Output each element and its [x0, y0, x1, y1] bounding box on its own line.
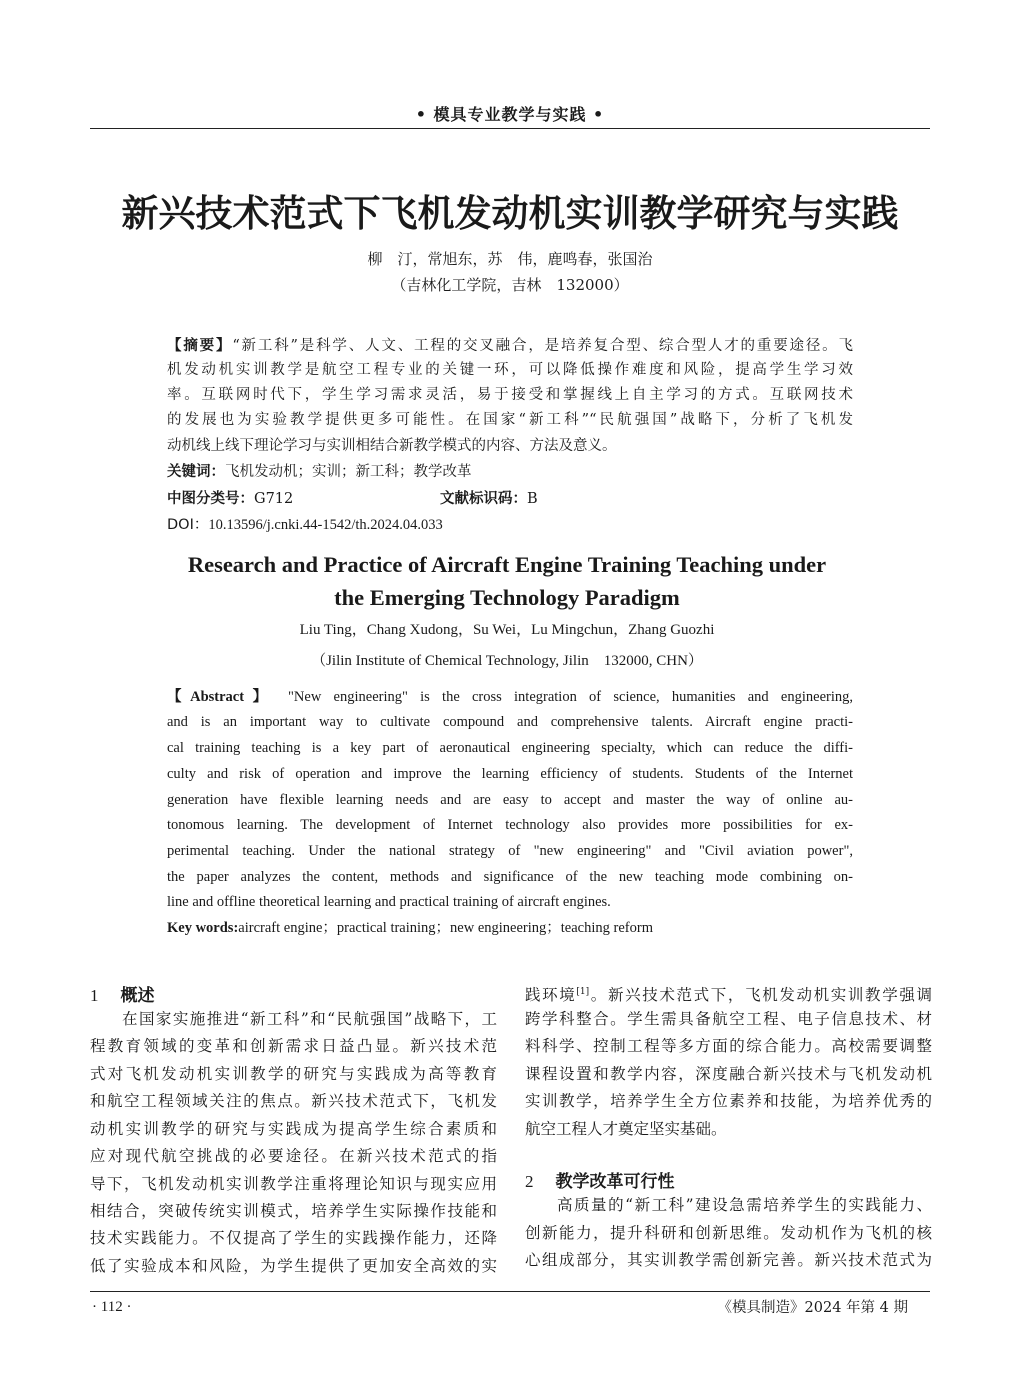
- section-number: 1: [90, 986, 99, 1005]
- keywords-en: [167, 918, 653, 938]
- doc-code-value: B: [527, 491, 538, 507]
- abstract-label: 【摘要】: [167, 338, 233, 354]
- document-code: [440, 489, 538, 509]
- authors-cn: 柳 汀，常旭东，苏 伟，鹿鸣春，张国治: [367, 250, 653, 268]
- abstract-line: and is an important way to cultivate compound and comprehensive talents. Aircraft engine practi-: [167, 714, 853, 730]
- text: 。新兴技术范式下，飞机发动机实训教学强调: [589, 986, 932, 1005]
- keywords: 飞机发动机；实训；新工科；教学改革: [225, 464, 472, 480]
- footer-rule: [90, 1291, 930, 1292]
- body-line: 相结合，突破传统实训模式，培养学生实际操作技能和: [90, 1202, 497, 1220]
- keywords-label: Key words:: [167, 920, 239, 936]
- abstract-line: 动机线上线下理论学习与实训相结合新教学模式的内容、方法及意义。: [167, 438, 617, 454]
- body-line: 导下，飞机发动机实训教学注重将理论知识与现实应用: [90, 1175, 497, 1193]
- abstract-line: the paper analyzes the content, methods and significance of the new teaching mode combining on-: [167, 869, 853, 885]
- page-number: · 112 ·: [92, 1299, 132, 1315]
- english-title-line: Research and Practice of Aircraft Engine Training Teaching under: [187, 552, 827, 577]
- abstract-line: perimental teaching. Under the national strategy of "new engineering" and "Civil aviation power",: [167, 843, 853, 859]
- text: 践环境: [525, 986, 577, 1005]
- section-number: 2: [525, 1172, 534, 1191]
- journal-issue: 《模具制造》2024 年第 4 期: [717, 1300, 908, 1316]
- clc-label: 中图分类号：: [167, 491, 254, 507]
- affiliation-en: （Jilin Institute of Chemical Technology, Jilin 132000, CHN）: [311, 653, 703, 669]
- clc-value: G712: [254, 491, 294, 507]
- text: "New engineering" is the cross integration of science, humanities and engineering,: [288, 689, 853, 705]
- doi-label: DOI：: [167, 517, 209, 533]
- body-line: 在国家实施推进“新工科”和“民航强国”战略下，工: [122, 1010, 497, 1028]
- doi: [167, 515, 443, 535]
- body-line: 应对现代航空挑战的必要途径。在新兴技术范式的指: [90, 1147, 497, 1165]
- body-line: 和航空工程领域关注的焦点。新兴技术范式下，飞机发: [90, 1092, 497, 1110]
- body-line: 创新能力，提升科研和创新思维。发动机作为飞机的核: [525, 1224, 932, 1242]
- abstract-line: 的发展也为实验教学提供更多可能性。在国家“新工科”“民航强国”战略下，分析了飞机发: [167, 412, 853, 428]
- section-heading: [525, 1167, 675, 1192]
- abstract-line: 机发动机实训教学是航空工程专业的关键一环，可以降低操作难度和风险，提高学生学习效: [167, 362, 853, 378]
- doi-value: 10.13596/j.cnki.44-1542/th.2024.04.033: [208, 517, 443, 533]
- body-line: 低了实验成本和风险，为学生提供了更加安全高效的实: [90, 1257, 497, 1275]
- abstract-line: tonomous learning. The development of Internet technology also provides more possibilities for ex-: [167, 817, 853, 833]
- body-line: 动机实训教学的研究与实践成为提高学生综合素质和: [90, 1120, 497, 1138]
- body-line: 航空工程人才奠定坚实基础。: [525, 1120, 727, 1138]
- doc-code-label: 文献标识码：: [440, 491, 527, 507]
- abstract-line: culty and risk of operation and improve the learning efficiency of students. Students of the Internet: [167, 766, 853, 782]
- body-line: 心组成部分，其实训教学需创新完善。新兴技术范式为: [525, 1251, 932, 1269]
- clc-number: [167, 489, 293, 509]
- english-title-line: the Emerging Technology Paradigm: [334, 585, 680, 610]
- section-title: 概述: [120, 986, 155, 1006]
- body-line: 跨学科整合。学生需具备航空工程、电子信息技术、材: [525, 1010, 932, 1028]
- abstract-line: 率。互联网时代下，学生学习需求灵活，易于接受和掌握线上自主学习的方式。互联网技术: [167, 387, 853, 403]
- section-title: 教学改革可行性: [555, 1172, 675, 1192]
- paper-title: 新兴技术范式下飞机发动机实训教学研究与实践: [121, 192, 899, 235]
- section-heading: [90, 981, 155, 1006]
- body-line: 实训教学，培养学生全方位素养和技能，为培养优秀的: [525, 1092, 932, 1110]
- citation[interactable]: [1]: [576, 987, 590, 997]
- column-header: • 模具专业教学与实践 •: [415, 105, 605, 124]
- text: “新工科”是科学、人文、工程的交叉融合，是培养复合型、综合型人才的重要途径。飞: [232, 338, 853, 354]
- abstract-label: 【Abstract】: [167, 689, 276, 705]
- body-line: [525, 981, 932, 1006]
- abstract-line: [167, 336, 853, 356]
- authors-en: Liu Ting，Chang Xudong，Su Wei，Lu Mingchun，Zhang Guozhi: [299, 622, 715, 638]
- body-line: 高质量的“新工科”建设急需培养学生的实践能力、: [557, 1196, 932, 1214]
- abstract-line: generation have flexible learning needs and are easy to accept and master the way of online au-: [167, 792, 853, 808]
- keywords-cn: [167, 462, 472, 482]
- body-line: 式对飞机发动机实训教学的研究与实践成为高等教育: [90, 1065, 497, 1083]
- affiliation-cn: （吉林化工学院，吉林 132000）: [391, 276, 629, 294]
- abstract-line: cal training teaching is a key part of aeronautical engineering specialty, which can reduce the diffi-: [167, 740, 853, 756]
- body-line: 课程设置和教学内容，深度融合新兴技术与飞机发动机: [525, 1065, 932, 1083]
- body-line: 技术实践能力。不仅提高了学生的实践操作能力，还降: [90, 1229, 497, 1247]
- header-rule: [90, 128, 930, 129]
- body-line: 程教育领域的变革和创新需求日益凸显。新兴技术范: [90, 1037, 497, 1055]
- keywords-label: 关键词：: [167, 464, 225, 480]
- keywords: aircraft engine；practical training；new engineering；teaching reform: [238, 920, 653, 936]
- abstract-line: line and offline theoretical learning and practical training of aircraft engines.: [167, 894, 611, 910]
- abstract-line: [167, 687, 853, 707]
- body-line: 料科学、控制工程等多方面的综合能力。高校需要调整: [525, 1037, 932, 1055]
